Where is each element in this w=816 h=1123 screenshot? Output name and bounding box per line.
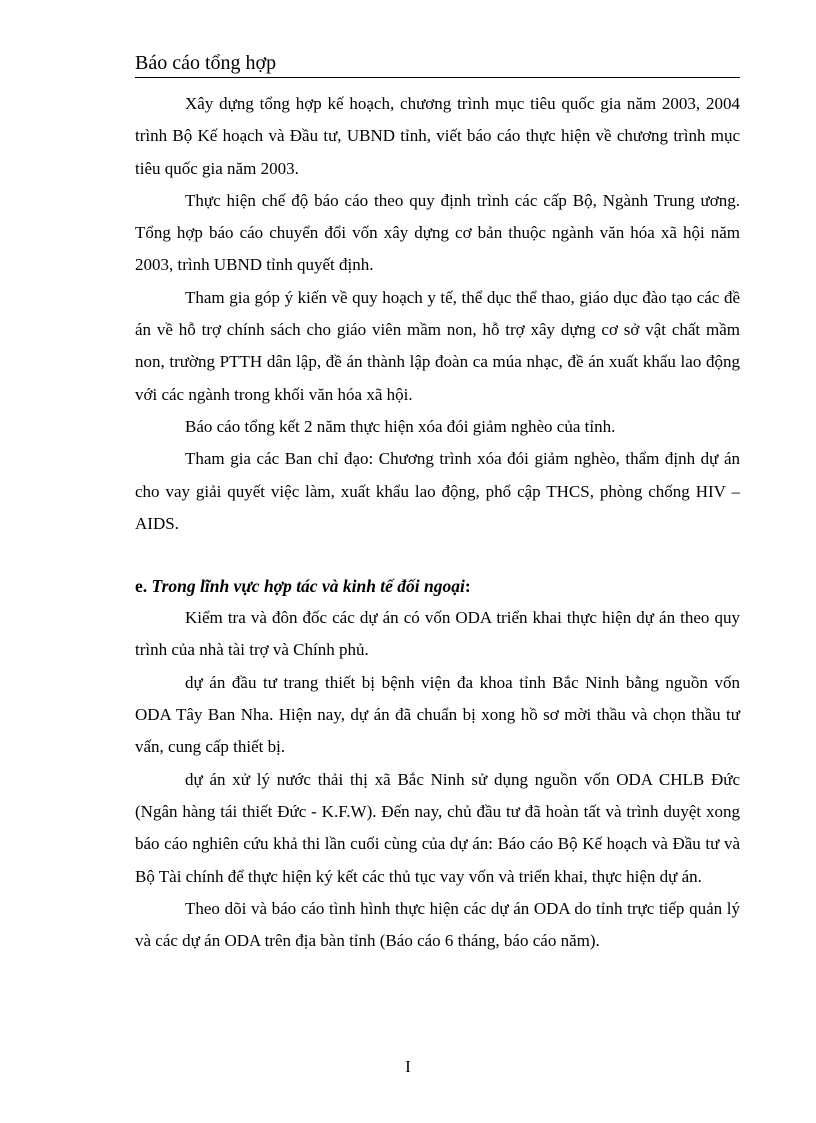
paragraph-du-an-benh-vien: dự án đầu tư trang thiết bị bệnh viện đa khoa tỉnh Bắc Ninh bằng nguồn vốn ODA Tây Ban Nha. Hiện nay, dự án đã chuẩn bị xong hồ sơ mời thầu và chọn thầu tư vấn, cung cấp thiết bị.: [135, 672, 740, 757]
document-body: [135, 88, 740, 957]
paragraph-che-do-bao-cao: Thực hiện chế độ báo cáo theo quy định trình các cấp Bộ, Ngành Trung ương. Tổng hợp báo cáo chuyển đổi vốn xây dựng cơ bản thuộc ngành văn hóa xã hội năm 2003, trình UBND tỉnh quyết định.: [135, 190, 740, 275]
paragraph-theo-doi-oda: Theo dõi và báo cáo tình hình thực hiện các dự án ODA do tỉnh trực tiếp quản lý và các dự án ODA trên địa bàn tỉnh (Báo cáo 6 tháng, báo cáo năm).: [135, 898, 740, 951]
paragraph-gop-y-kien: Tham gia góp ý kiến về quy hoạch y tế, thể dục thể thao, giáo dục đào tạo các đề án về hỗ trợ chính sách cho giáo viên mầm non, hỗ trợ xây dựng cơ sở vật chất mầm non, trường PTTH dân lập, đề án thành lập đoàn ca múa nhạc, đề án xuất khẩu lao động với các ngành trong khối văn hóa xã hội.: [135, 287, 740, 404]
section-e-title: Trong lĩnh vực hợp tác và kinh tế đối ngoại: [151, 576, 465, 597]
section-e-prefix: e.: [135, 576, 152, 597]
page-header: [135, 49, 740, 78]
paragraph-ban-chi-dao: Tham gia các Ban chỉ đạo: Chương trình xóa đói giảm nghèo, thẩm định dự án cho vay giải quyết việc làm, xuất khẩu lao động, phổ cập THCS, phòng chống HIV – AIDS.: [135, 449, 740, 533]
paragraph-tong-ket-xoa-doi: Báo cáo tổng kết 2 năm thực hiện xóa đói giảm nghèo của tỉnh.: [185, 416, 616, 436]
header-title: Báo cáo tổng hợp: [135, 52, 277, 74]
paragraph-du-an-nuoc-thai: dự án xử lý nước thải thị xã Bắc Ninh sử dụng nguồn vốn ODA CHLB Đức (Ngân hàng tái thiết Đức - K.F.W). Đến nay, chủ đầu tư đã hoàn tất và trình duyệt xong báo cáo nghiên cứu khả thi lần cuối cùng của dự án: Báo cáo Bộ Kế hoạch và Đầu tư và Bộ Tài chính để thực hiện ký kết các thủ tục vay vốn và triển khai, thực hiện dự án.: [135, 769, 740, 886]
section-e-heading: [135, 570, 740, 602]
page-number: I: [405, 1057, 411, 1076]
paragraph-kiem-tra-oda: Kiểm tra và đôn đốc các dự án có vốn ODA triển khai thực hiện dự án theo quy trình của nhà tài trợ và Chính phủ.: [135, 608, 740, 660]
section-e-suffix: :: [464, 576, 471, 597]
paragraph-tong-hop-ke-hoach: Xây dựng tổng hợp kế hoạch, chương trình mục tiêu quốc gia năm 2003, 2004 trình Bộ Kế hoạch và Đầu tư, UBND tỉnh, viết báo cáo thực hiện về chương trình mục tiêu quốc gia năm 2003.: [135, 94, 740, 178]
